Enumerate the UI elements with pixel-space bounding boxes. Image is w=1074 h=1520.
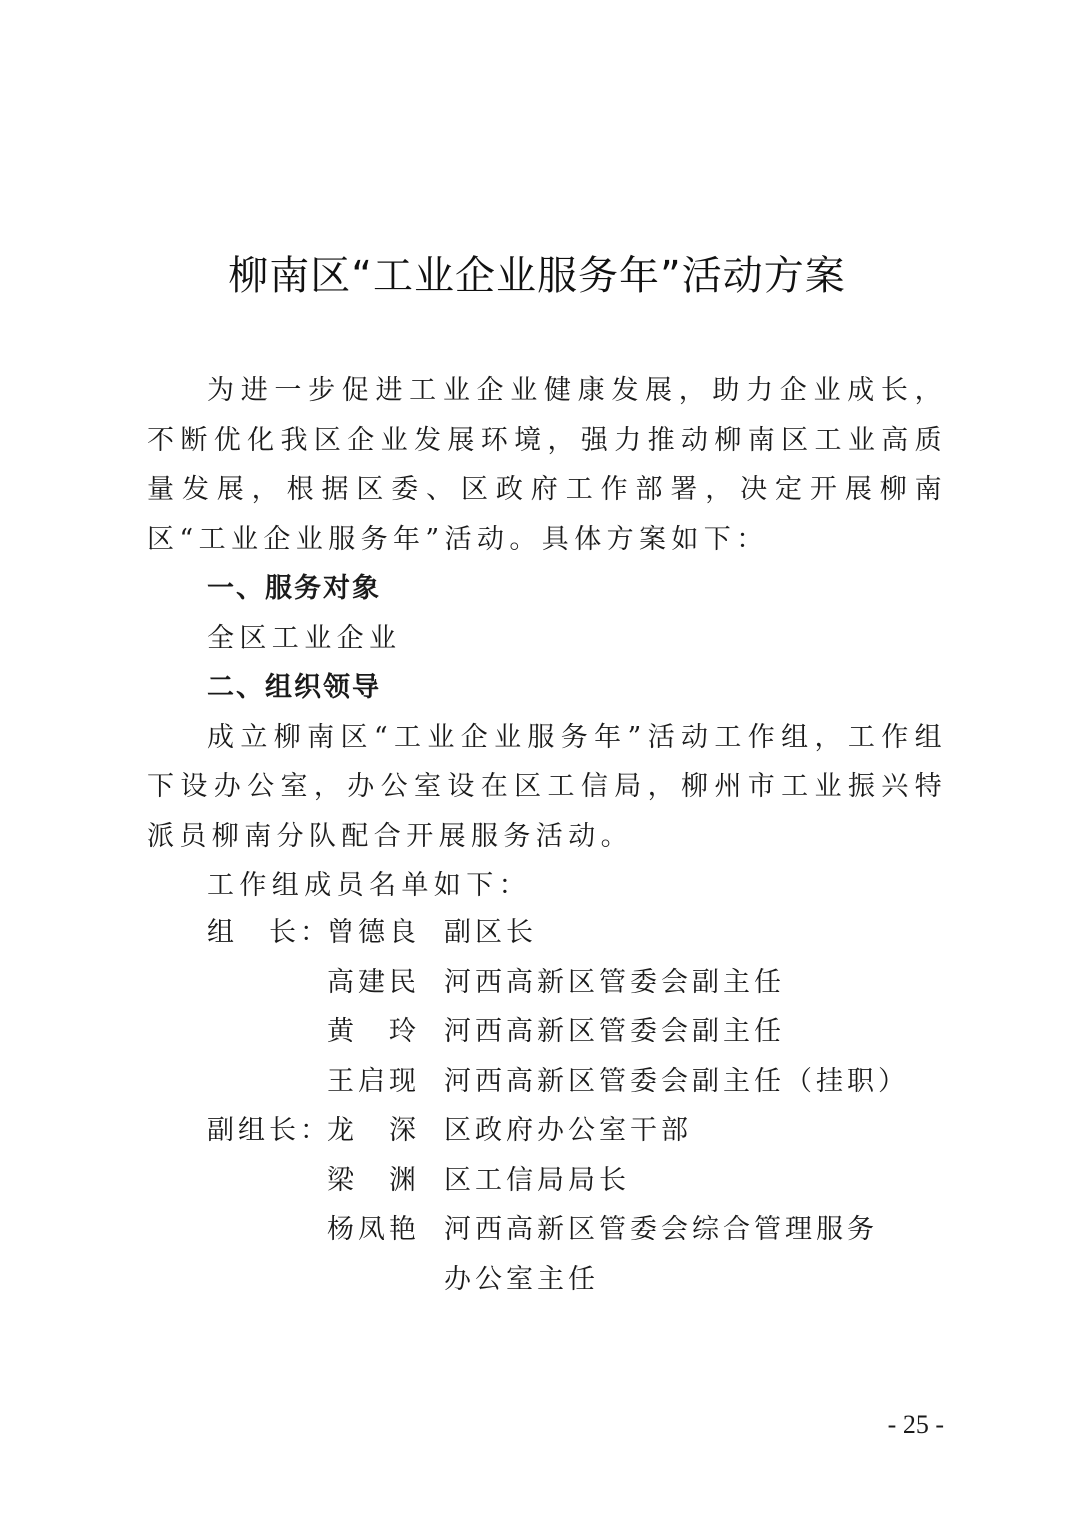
member-role xyxy=(207,1057,327,1107)
member-name: 王启现 xyxy=(327,1065,420,1097)
member-position: 区政府办公室干部 xyxy=(444,1115,692,1146)
section-heading-1: 一、服务对象 xyxy=(207,573,381,604)
member-row xyxy=(207,958,909,1008)
member-role: 组 长： xyxy=(207,917,331,948)
member-role xyxy=(207,1255,327,1305)
member-name: 杨凤艳 xyxy=(327,1214,420,1245)
document-body xyxy=(147,366,947,911)
member-row xyxy=(207,1156,909,1206)
section-1-text: 全区工业企业 xyxy=(207,622,402,654)
member-name: 梁 渊 xyxy=(327,1164,420,1196)
member-position: 河西高新区管委会副主任 xyxy=(444,1016,785,1047)
member-name xyxy=(327,1255,444,1305)
section-2-paragraph: 成立柳南区“工业企业服务年”活动工作组，工作组下设办公室，办公室设在区工信局，柳州市工业振兴特派员柳南分队配合开展服务活动。 xyxy=(147,721,947,852)
member-name: 龙 深 xyxy=(327,1115,420,1146)
member-position: 河西高新区管委会副主任（挂职） xyxy=(444,1065,909,1097)
member-row xyxy=(207,1205,909,1255)
member-role xyxy=(207,1156,327,1206)
member-role xyxy=(207,1007,327,1057)
member-position: 区工信局局长 xyxy=(444,1164,630,1196)
member-position: 河西高新区管委会综合管理服务 xyxy=(444,1214,878,1245)
document-title: 柳南区“工业企业服务年”活动方案 xyxy=(228,253,846,299)
member-row xyxy=(207,1255,909,1305)
member-name: 曾德良 xyxy=(327,917,420,948)
intro-paragraph: 为进一步促进工业企业健康发展，助力企业成长，不断优化我区企业发展环境，强力推动柳南区工业高质量发展，根据区委、区政府工作部署，决定开展柳南区“工业企业服务年”活动。具体方案如下： xyxy=(147,375,947,555)
member-role xyxy=(207,958,327,1008)
member-name: 黄 玲 xyxy=(327,1016,420,1047)
member-role: 副组长： xyxy=(207,1115,331,1146)
member-name: 高建民 xyxy=(327,966,420,998)
member-position: 办公室主任 xyxy=(444,1263,599,1295)
member-row xyxy=(207,1057,909,1107)
member-row xyxy=(207,1106,909,1156)
member-list xyxy=(207,908,909,1304)
section-heading-2: 二、组织领导 xyxy=(207,672,381,703)
members-intro: 工作组成员名单如下： xyxy=(207,870,531,901)
member-row xyxy=(207,908,909,958)
member-position: 副区长 xyxy=(444,917,537,948)
member-role xyxy=(207,1205,327,1255)
member-row xyxy=(207,1007,909,1057)
member-position: 河西高新区管委会副主任 xyxy=(444,966,785,998)
page-number: - 25 - xyxy=(887,1410,944,1439)
